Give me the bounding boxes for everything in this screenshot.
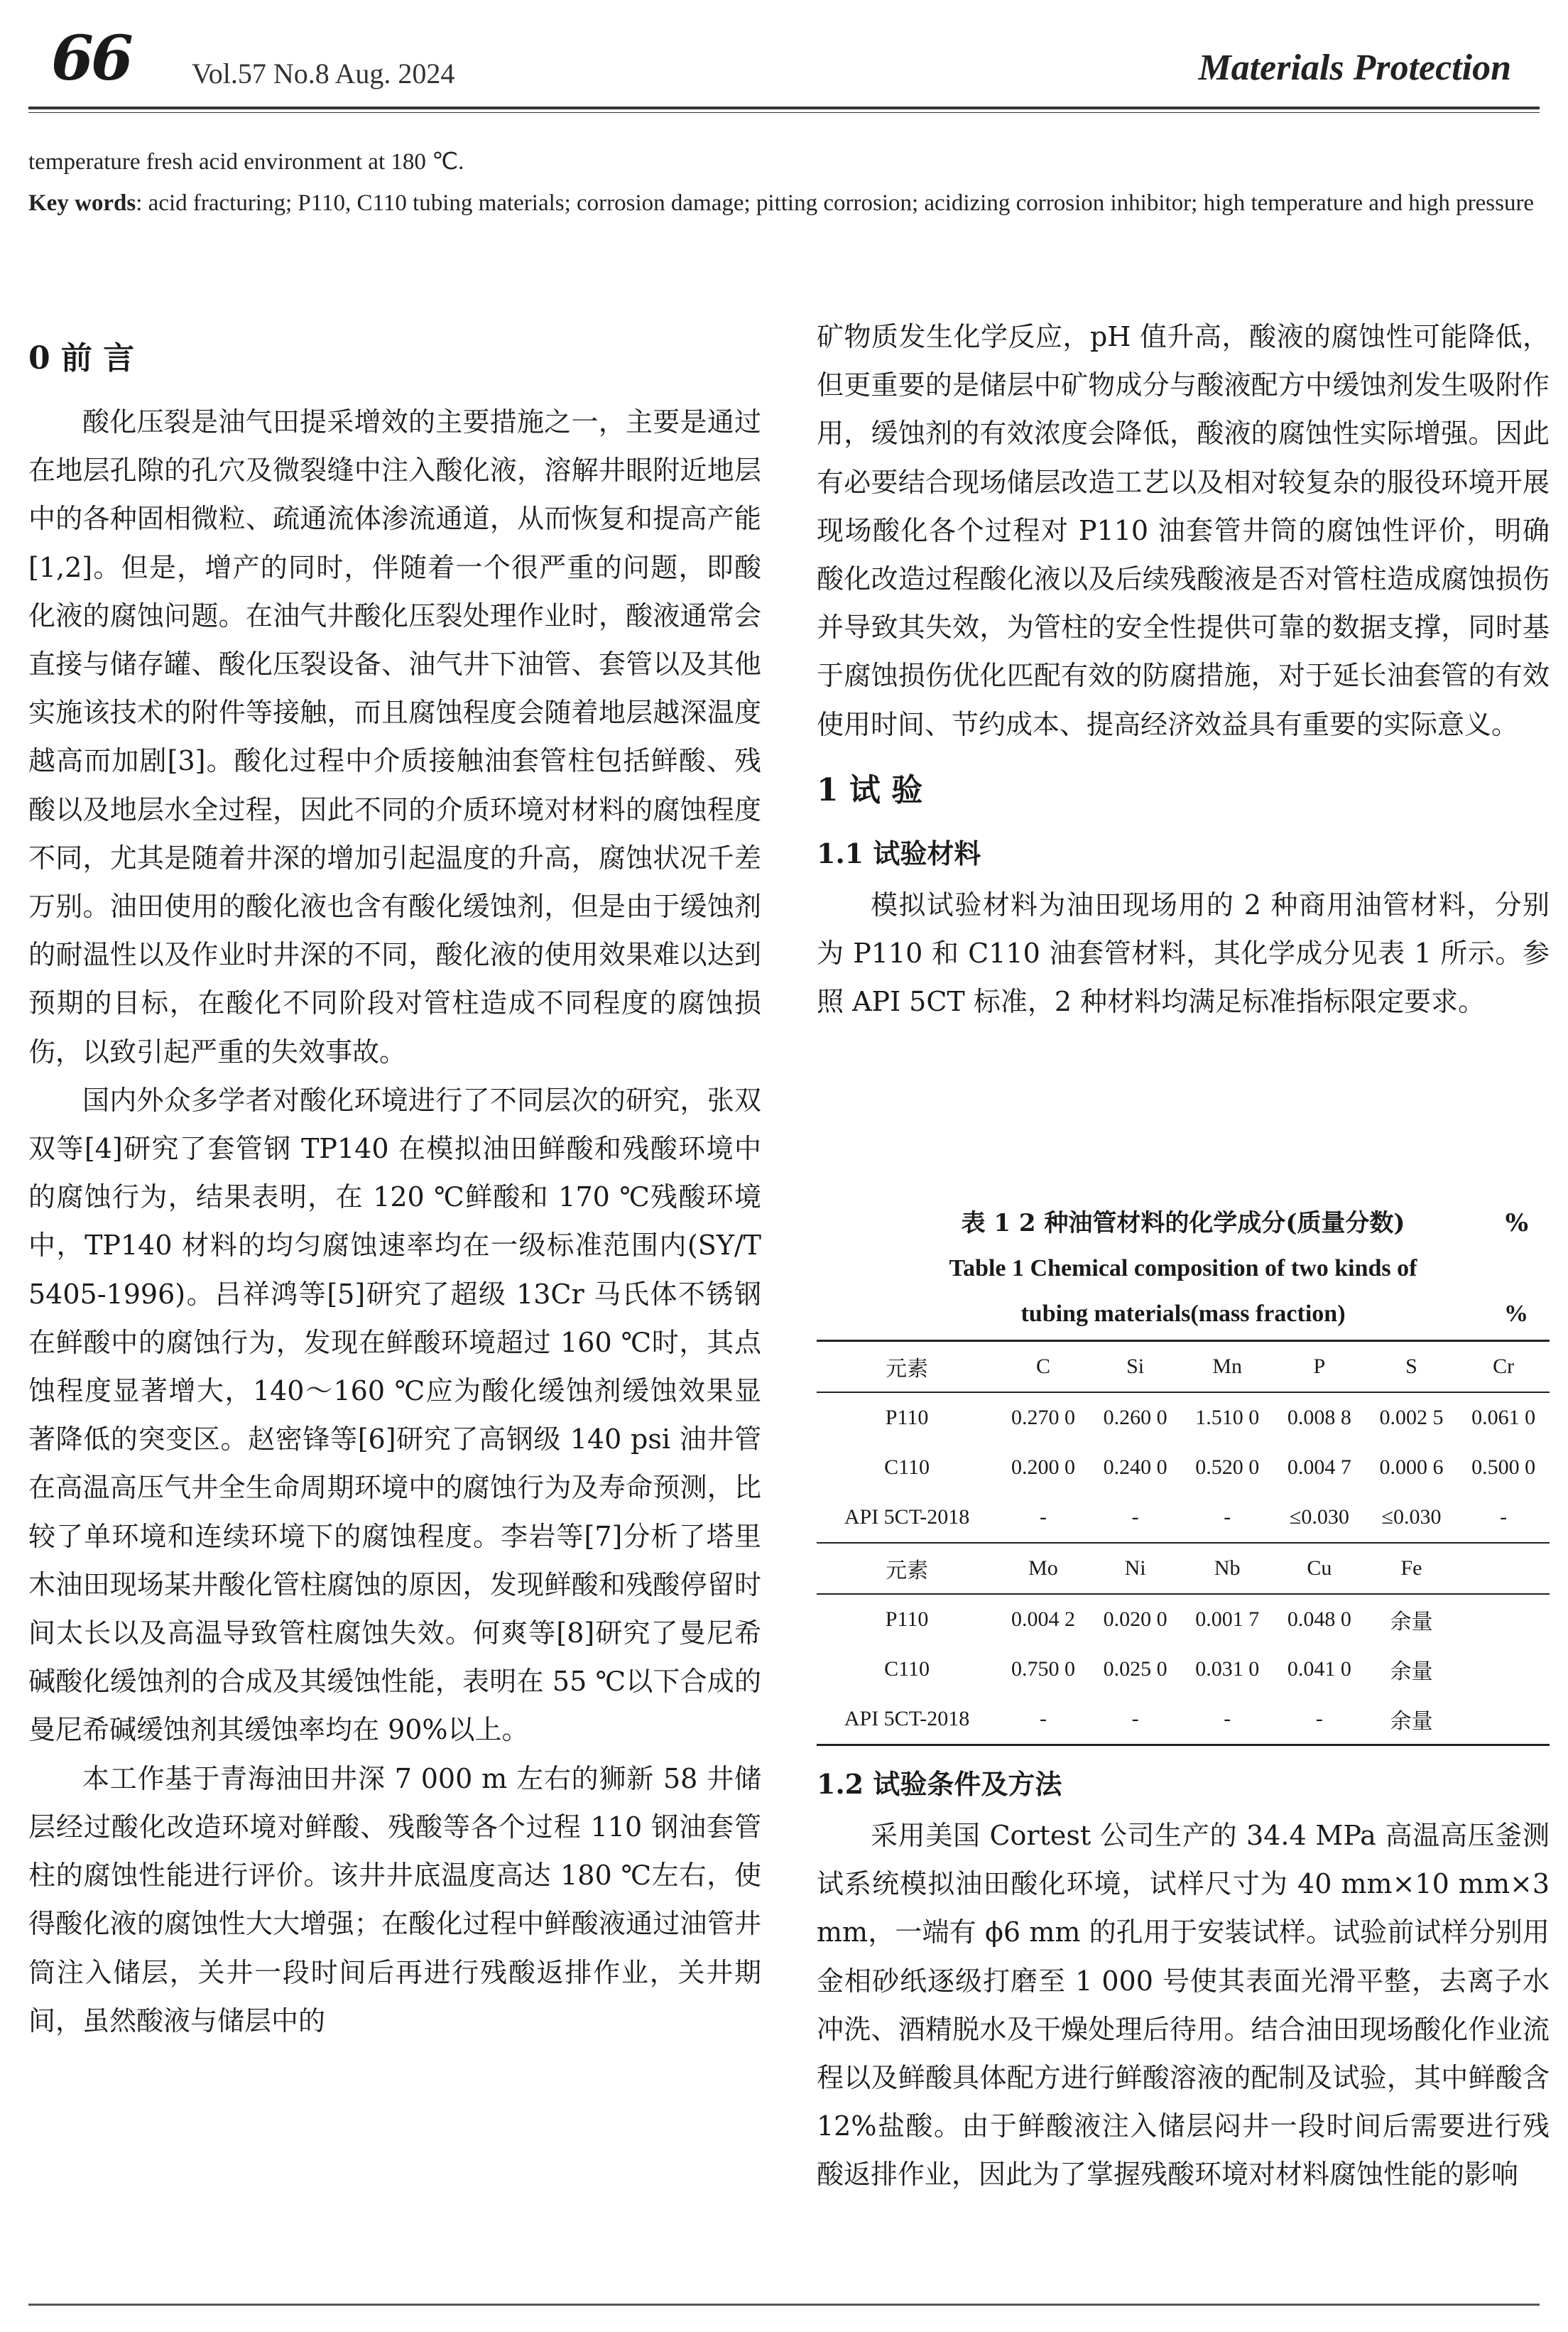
table-1 [817,1200,1550,1746]
subsection-1-2-title: 1.2 试验条件及方法 [817,1768,1062,1800]
table-cell: 0.750 0 [1011,1657,1075,1681]
table-cell: 0.031 0 [1195,1657,1260,1681]
table-cell: Cu [1273,1543,1366,1594]
table-cell: 0.270 0 [997,1392,1089,1443]
table-cell: C110 [884,1657,930,1681]
table-cell: 余量 [1366,1594,1458,1644]
table-cell: 余量 [1366,1694,1458,1745]
table-cell: - [997,1694,1089,1745]
table-cell [1457,1694,1550,1745]
table-cell: 0.001 7 [1181,1594,1273,1644]
table-cell: Fe [1366,1543,1458,1594]
table-cell: 0.004 2 [997,1594,1089,1644]
table-cell: 0.004 7 [1287,1455,1351,1479]
table-cell: 余量 [1390,1660,1433,1683]
table-cell: 0.500 0 [1471,1455,1536,1479]
footer-rule [28,2304,1540,2306]
page-number: 66 [51,23,131,94]
table-row [817,1543,1550,1594]
table-cell: 元素 [817,1543,997,1594]
table-row [817,1694,1550,1745]
header-rule [28,107,1540,109]
paragraph: 采用美国 Cortest 公司生产的 34.4 MPa 高温高压釜测试系统模拟油田酸化环境，试样尺寸为 40 mm×10 mm×3 mm，一端有 ϕ6 mm 的孔用于安装试样。试验前试样分别用金相砂纸逐级打磨至 1 000 号使其表面光滑平整，去离子水冲洗、酒精脱水及干燥处理后待用。结合油田现场酸化作业流程以及鲜酸具体配方进行鲜酸溶液的配制及试验，其中鲜酸含 12%盐酸。由于鲜酸液注入储层闷井一段时间后需要进行残酸返排作业，因此为了掌握残酸环境对材料腐蚀性能的影响 [817,1820,1550,2191]
table-cell: C110 [884,1455,930,1479]
table-cell: - [1039,1505,1047,1529]
table-cell [1457,1594,1550,1644]
table-row [817,1492,1550,1543]
left-column [28,284,761,2045]
table-cell: Cr [1457,1341,1550,1393]
caption-en-text: tubing materials(mass fraction) [1020,1301,1346,1327]
caption-cn-text: 表 1 2 种油管材料的化学成分(质量分数) [961,1209,1405,1237]
abstract-tail: temperature fresh acid environment at 180 ℃. [28,149,464,175]
table-cell: 0.240 0 [1103,1455,1167,1479]
table-cell: C [997,1341,1089,1393]
table-cell: 0.025 0 [1103,1657,1167,1681]
table-caption-en-2 [817,1291,1550,1337]
table-cell: P110 [817,1594,997,1644]
table-cell: - [1500,1505,1508,1529]
table-cell: 0.260 0 [1089,1392,1182,1443]
unit-label: % [1505,1209,1528,1237]
section-1-title: 1 试 验 [817,771,923,808]
paragraph: 国内外众多学者对酸化环境进行了不同层次的研究，张双双等[4]研究了套管钢 TP140 在模拟油田鲜酸和残酸环境中的腐蚀行为，结果表明，在 120 ℃鲜酸和 170 ℃残酸环境中，TP140 材料的均匀腐蚀速率均在一级标准范围内(SY/T 5405-1996)。吕祥鸿等[5]研究了超级 13Cr 马氏体不锈钢在鲜酸中的腐蚀行为，发现在鲜酸环境超过 160 ℃时，其点蚀程度显著增大，140～160 ℃应为酸化缓蚀剂缓蚀效果显著降低的突变区。赵密锋等[6]研究了高钢级 140 psi 油井管在高温高压气井全生命周期环境中的腐蚀行为及寿命预测，比较了单环境和连续环境下的腐蚀程度。李岩等[7]分析了塔里木油田现场某井酸化管柱腐蚀的原因，发现鲜酸和残酸停留时间太长以及高温导致管柱腐蚀失效。何爽等[8]研究了曼尼希碱酸化缓蚀剂的合成及其缓蚀性能，表明在 55 ℃以下合成的曼尼希碱缓蚀剂其缓蚀率均在 90%以上。 [28,1084,761,1746]
table-cell: 0.520 0 [1195,1455,1260,1479]
table-cell: - [1224,1505,1231,1529]
table-cell: Mn [1181,1341,1273,1393]
table-cell [1457,1543,1550,1594]
paragraph: 矿物质发生化学反应，pH 值升高，酸液的腐蚀性可能降低，但更重要的是储层中矿物成分与酸液配方中缓蚀剂发生吸附作用，缓蚀剂的有效浓度会降低，酸液的腐蚀性实际增强。因此有必要结合现场储层改造工艺以及相对较复杂的服役环境开展现场酸化各个过程对 P110 油套管井筒的腐蚀性评价，明确酸化改造过程酸化液以及后续残酸液是否对管柱造成腐蚀损伤并导致其失效，为管柱的安全性提供可靠的数据支撑，同时基于腐蚀损伤优化匹配有效的防腐措施，对于延长油套管的有效使用时间、节约成本、提高经济效益具有重要的实际意义。 [817,321,1550,740]
table-row [817,1392,1550,1443]
table-row [817,1644,1550,1694]
table-cell: 1.510 0 [1181,1392,1273,1443]
keywords [28,183,1541,223]
section-0-title: 0 前 言 [28,340,135,376]
table-cell: 0.000 6 [1379,1455,1444,1479]
paragraph: 模拟试验材料为油田现场用的 2 种商用油管材料，分别为 P110 和 C110 油套管材料，其化学成分见表 1 所示。参照 API 5CT 标准，2 种材料均满足标准指标限定要求。 [817,889,1550,1018]
table-cell: Si [1089,1341,1182,1393]
table-cell: ≤0.030 [1381,1505,1442,1529]
keywords-text: : acid fracturing; P110, C110 tubing materials; corrosion damage; pitting corrosion; acidizing corrosion inhibitor; high temperature and high pressure [136,190,1535,216]
table-cell: 0.061 0 [1457,1392,1550,1443]
table-cell: P [1273,1341,1366,1393]
table-cell: - [1181,1694,1273,1745]
table-cell [1457,1644,1550,1694]
table-cell: S [1366,1341,1458,1393]
unit-label: % [1504,1301,1528,1327]
table-cell: - [1273,1694,1366,1745]
table-cell: API 5CT-2018 [817,1694,997,1745]
table-row [817,1594,1550,1644]
composition-table [817,1340,1550,1746]
table-cell: API 5CT-2018 [844,1505,970,1529]
section-1-2 [817,1763,1550,2199]
table-row [817,1443,1550,1492]
keywords-label: Key words [28,190,136,216]
table-cell: Mo [997,1543,1089,1594]
table-cell: ≤0.030 [1289,1505,1349,1529]
table-cell: - [1089,1694,1182,1745]
subsection-1-1-title: 1.1 试验材料 [817,837,981,869]
table-cell: - [1131,1505,1139,1529]
paragraph: 本工作基于青海油田井深 7 000 m 左右的狮新 58 井储层经过酸化改造环境对鲜酸、残酸等各个过程 110 钢油套管柱的腐蚀性能进行评价。该井井底温度高达 180 ℃左右，使得酸化液的腐蚀性大大增强；在酸化过程中鲜酸液通过油管井筒注入储层，关井一段时间后再进行残酸返排作业，关井期间，虽然酸液与储层中的 [28,1762,761,2037]
issue-info: Vol.57 No.8 Aug. 2024 [192,58,455,90]
header-rule-thin [28,112,1540,113]
table-row [817,1341,1550,1393]
paragraph: 酸化压裂是油气田提采增效的主要措施之一，主要是通过在地层孔隙的孔穴及微裂缝中注入酸化液，溶解井眼附近地层中的各种固相微粒、疏通流体渗流通道，从而恢复和提高产能[1,2]。但是，增产的同时，伴随着一个很严重的问题，即酸化液的腐蚀问题。在油气井酸化压裂处理作业时，酸液通常会直接与储存罐、酸化压裂设备、油气井下油管、套管以及其他实施该技术的附件等接触，而且腐蚀程度会随着地层越深温度越高而加剧[3]。酸化过程中介质接触油套管柱包括鲜酸、残酸以及地层水全过程，因此不同的介质环境对材料的腐蚀程度不同，尤其是随着井深的增加引起温度的升高，腐蚀状况千差万别。油田使用的酸化液也含有酸化缓蚀剂，但是由于缓蚀剂的耐温性以及作业时井深的不同，酸化液的使用效果难以达到预期的目标，在酸化不同阶段对管柱造成不同程度的腐蚀损伤，以致引起严重的失效事故。 [28,406,761,1068]
table-cell: P110 [817,1392,997,1443]
right-column [817,313,1550,1026]
table-cell: 0.008 8 [1273,1392,1366,1443]
table-cell: 0.200 0 [1011,1455,1075,1479]
table-cell: 0.048 0 [1273,1594,1366,1644]
table-cell: 0.002 5 [1366,1392,1458,1443]
table-cell: 0.020 0 [1089,1594,1182,1644]
table-cell: Nb [1181,1543,1273,1594]
table-cell: 0.041 0 [1287,1657,1351,1681]
journal-title: Materials Protection [1198,48,1511,88]
table-caption-en-1: Table 1 Chemical composition of two kinds of [949,1255,1417,1281]
table-caption-cn [817,1200,1550,1246]
table-cell: 元素 [817,1341,997,1393]
table-cell: Ni [1089,1543,1182,1594]
